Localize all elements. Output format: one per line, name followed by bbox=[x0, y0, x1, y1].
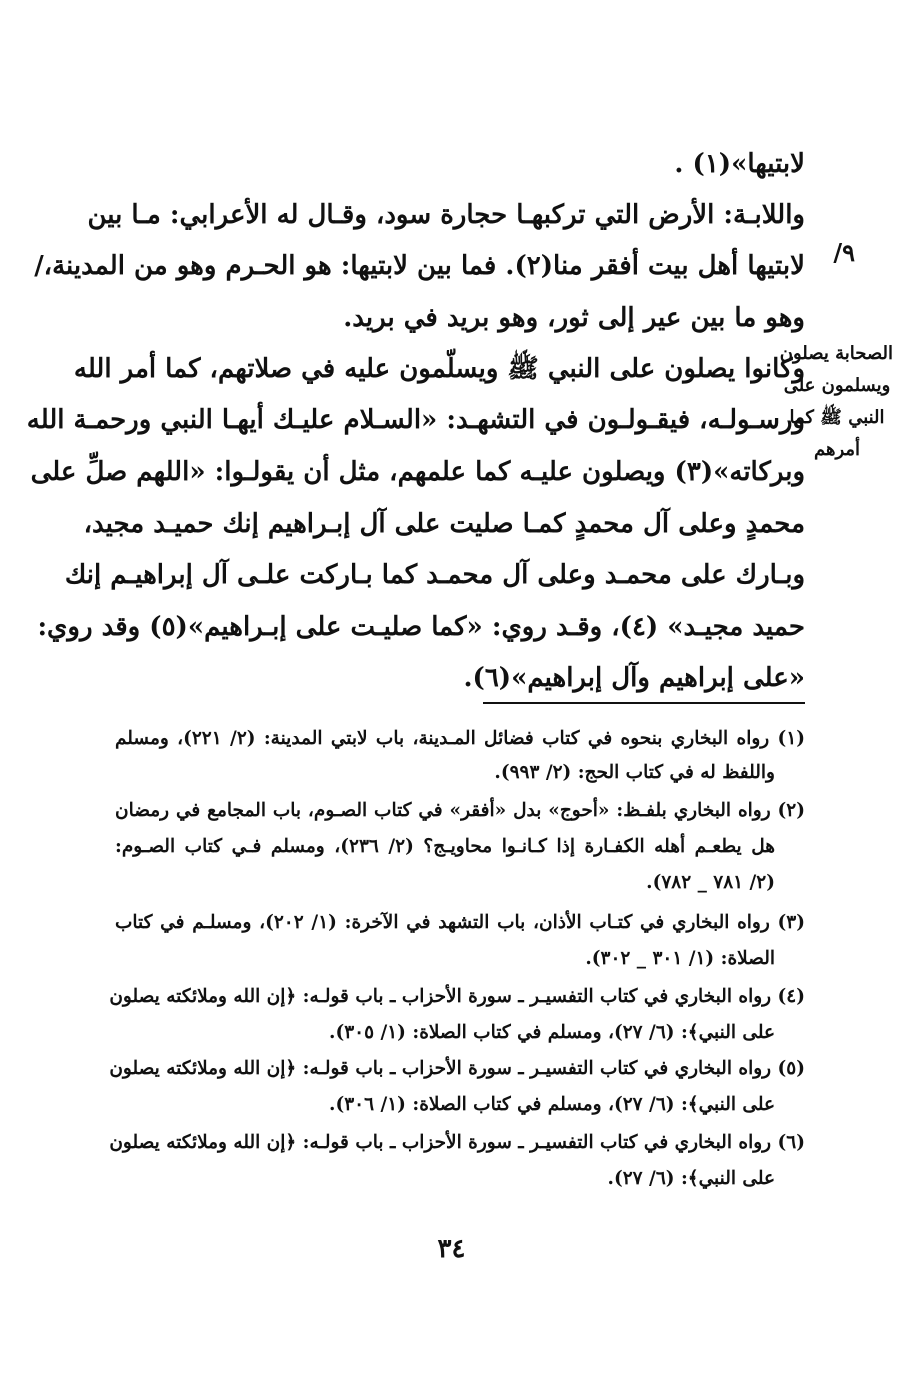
body-line: لابتيها أهل بيت أفقر منا(٢). فما بين لابتيها: هو الحـرم وهو من المدينة،/ bbox=[34, 251, 805, 281]
footnote-line: هل يطعـم أهله الكفـارة إذا كـانـوا محاويـج؟ (٢/ ٢٣٦)، ومسلم فـي كتاب الصـوم: bbox=[115, 836, 775, 857]
body-line: وبركاته»(٣) ويصلون عليـه كما علمهم، مثل أن يقولـوا: «اللهم صلِّ على bbox=[30, 457, 805, 487]
footnote-line: (٢/ ٧٨١ _ ٧٨٢). bbox=[646, 872, 775, 893]
footnote-line: على النبي﴾: (٦/ ٢٧). bbox=[607, 1168, 775, 1189]
side-note-line: ويسلمون على bbox=[783, 375, 891, 396]
footnote-line: على النبي﴾: (٦/ ٢٧)، ومسلم في كتاب الصلاة: (١/ ٣٠٥). bbox=[329, 1022, 775, 1043]
margin-page-marker: ٩/ bbox=[833, 238, 855, 267]
footnote-line: (١) رواه البخاري بنحوه في كتاب فضائل المـدينة، باب لابتي المدينة: (٢/ ٢٢١)، ومسلم bbox=[115, 728, 806, 749]
body-line: «على إبراهيم وآل إبراهيم»(٦). bbox=[463, 663, 805, 693]
body-line: ورسـولـه، فيقـولـون في التشهـد: «السـلام عليـك أيهـا النبي ورحمـة الله bbox=[26, 405, 805, 435]
footnote-line: الصلاة: (١/ ٣٠١ _ ٣٠٢). bbox=[585, 948, 775, 969]
body-line: وكانوا يصلون على النبي ﷺ ويسلّمون عليه في صلاتهم، كما أمر الله bbox=[73, 354, 805, 384]
side-note bbox=[781, 338, 893, 466]
body-line: لابتيها»(١) . bbox=[674, 149, 805, 179]
body-line: واللابـة: الأرض التي تركبهـا حجارة سود، وقـال له الأعرابي: مـا بين bbox=[87, 200, 805, 230]
side-note-line: أمرهم bbox=[813, 439, 861, 460]
footnote-line: (٣) رواه البخاري في كتـاب الأذان، باب التشهد في الآخرة: (١/ ٢٠٢)، ومسلـم في كتاب bbox=[115, 912, 805, 933]
footnote-line: (٤) رواه البخاري في كتاب التفسيـر ـ سورة الأحزاب ـ باب قولـه: ﴿إن الله وملائكته يصلون bbox=[109, 986, 805, 1007]
footnote-separator bbox=[483, 702, 805, 704]
body-line: حميد مجيـد» (٤)، وقـد روي: «كما صليـت على إبـراهيم»(٥) وقد روي: bbox=[37, 612, 805, 642]
body-line: محمدٍ وعلى آل محمدٍ كمـا صليت على آل إبـراهيم إنك حميـد مجيد، bbox=[83, 509, 805, 539]
body-line: وهو ما بين عير إلى ثور، وهو بريد في بريد. bbox=[343, 303, 805, 333]
side-note-line: الصحابة يصلون bbox=[779, 343, 893, 364]
footnote-line: (٢) رواه البخاري بلفـظ: «أحوج» بدل «أفقر» في كتاب الصـوم، باب المجامع في رمضان bbox=[115, 800, 805, 821]
footnote-line: واللفظ له في كتاب الحج: (٢/ ٩٩٣). bbox=[494, 762, 775, 783]
page-number: ٣٤ bbox=[437, 1234, 466, 1264]
footnote-line: (٦) رواه البخاري في كتاب التفسيـر ـ سورة الأحزاب ـ باب قولـه: ﴿إن الله وملائكته يصلون bbox=[109, 1132, 805, 1153]
footnote-line: على النبي﴾: (٦/ ٢٧)، ومسلم في كتاب الصلاة: (١/ ٣٠٦). bbox=[329, 1094, 775, 1115]
footnote-line: (٥) رواه البخاري في كتاب التفسيـر ـ سورة الأحزاب ـ باب قولـه: ﴿إن الله وملائكته يصلون bbox=[109, 1058, 805, 1079]
body-line: وبـارك على محمـد وعلى آل محمـد كما بـاركت علـى آل إبراهيـم إنك bbox=[64, 560, 805, 590]
side-note-line: النبي ﷺ كما bbox=[789, 407, 885, 428]
